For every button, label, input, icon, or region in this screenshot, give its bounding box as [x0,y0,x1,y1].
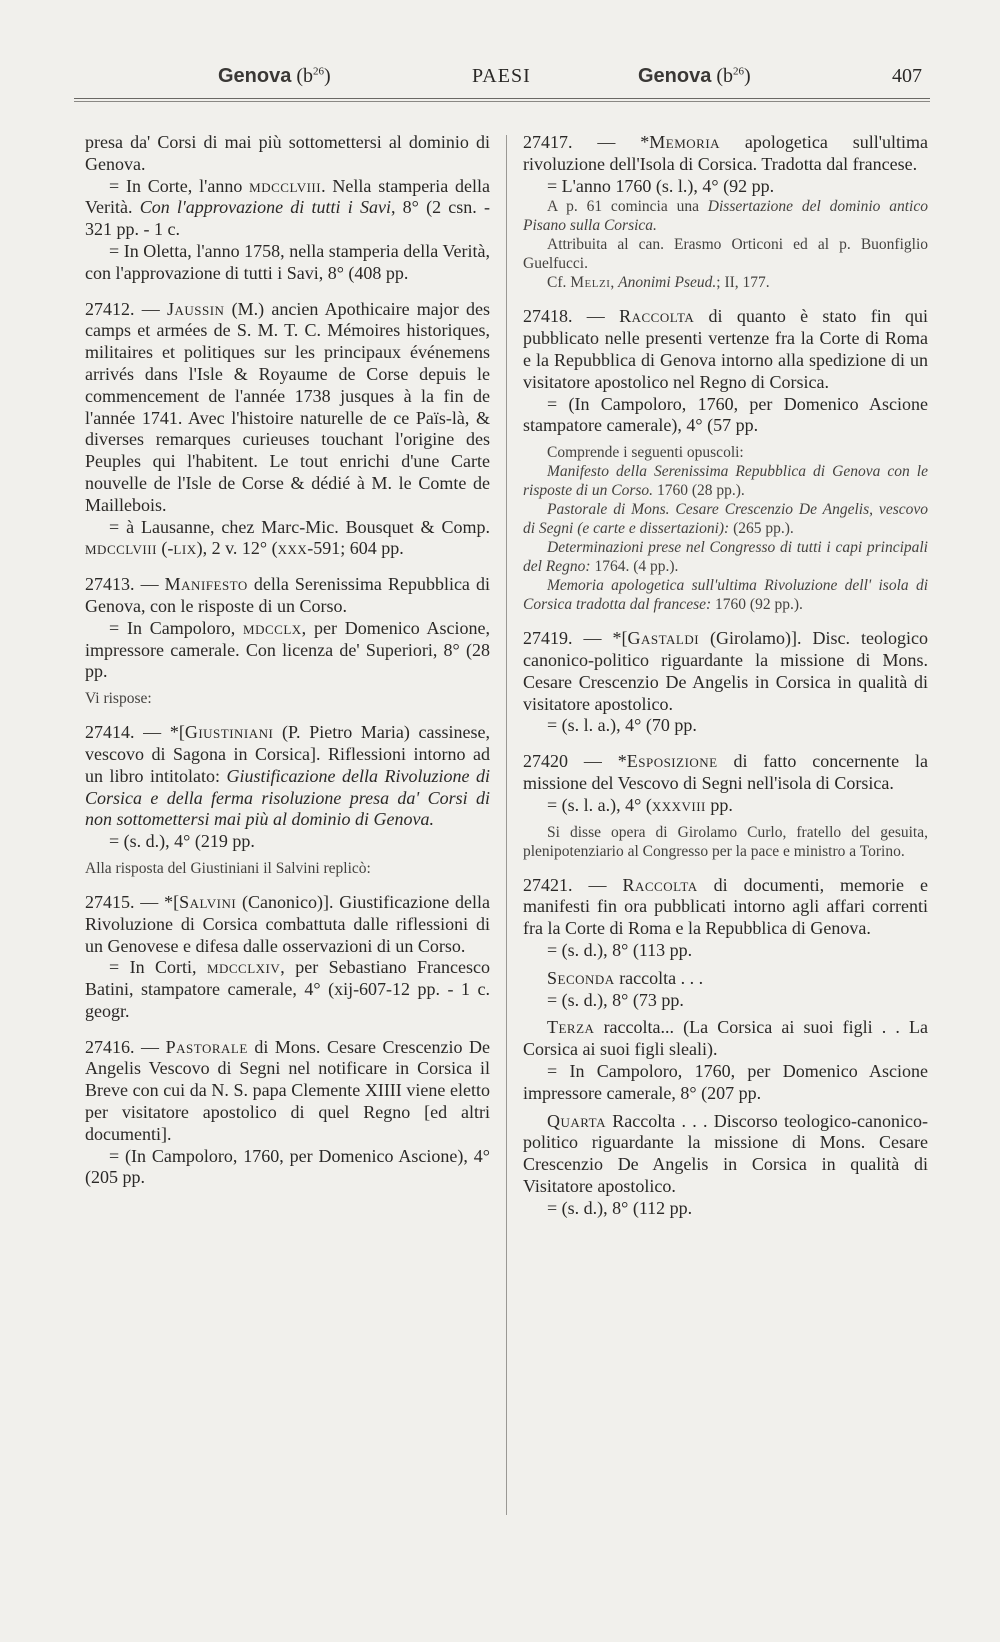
entry-27420: 27420 — *Esposizione di fatto concernente la missione del Vescovo di Segni nell'isola di Corsica. [523,751,929,793]
right-column [523,132,928,1220]
imprint-line: = L'anno 1760 (s. l.), 4° (92 pp. [547,175,775,196]
entry-27413: 27413. — Manifesto della Serenissima Repubblica di Genova, con le risposte di un Corso. [85,574,490,616]
imprint-line: = (s. l. a.), 4° (xxxviii pp. [547,794,733,815]
imprint-line: = (s. d.), 8° (112 pp. [547,1197,693,1218]
imprint-line: = In Campoloro, mdcclx, per Domenico Ascione, impressore camerale. Con licenza de' Superiori, 8° (28 pp. [85,617,490,682]
entry-note: Si disse opera di Girolamo Curlo, fratello del gesuita, plenipotenziario al Congresso per la pace e ministro a Torino. [523,823,928,860]
entry-note: A p. 61 comincia una Dissertazione del dominio antico Pisano sulla Corsica. [523,198,928,235]
entry-note: Manifesto della Serenissima Repubblica di Genova con le risposte di un Corso. 1760 (28 pp.). [523,463,928,500]
entry-note: Vi rispose: [85,690,152,708]
imprint-line: = (In Campoloro, 1760, per Domenico Ascione stampatore camerale), 4° (57 pp. [523,393,928,436]
imprint-line: = In Corti, mdcclxiv, per Sebastiano Francesco Batini, stampatore camerale, 4° (xij-607-12 pp. - 1 c. geogr. [85,957,490,1021]
header-rule [74,98,930,102]
entry-note: Comprende i seguenti opuscoli: [547,444,744,462]
entry-27417: 27417. — *Memoria apologetica sull'ultima rivoluzione dell'Isola di Corsica. Tradotta dal francese. [523,132,929,174]
imprint-line: = In Campoloro, 1760, per Domenico Ascione impressore camerale, 8° (207 pp. [523,1060,928,1103]
entry-note: Pastorale di Mons. Cesare Crescenzio De Angelis, vescovo di Segni (e carte e dissertazioni): (265 pp.). [523,501,928,538]
entry-27415: 27415. — *[Salvini (Canonico)]. Giustificazione della Rivoluzione di Corsica combattuta dalle riflessioni di un Genovese e difesa dalle osservazioni di un Corso. [85,891,490,956]
entry-27416: 27416. — Pastorale di Mons. Cesare Crescenzio De Angelis Vescovo di Segni nel notificare in Corsica il Breve con cui da N. S. papa Clemente XIIII viene eletto per visitatore apostolico di quel Regno [ed altri documenti]. [85,1036,491,1144]
left-column [85,132,490,1189]
header-section-title: PAESI [472,65,531,87]
imprint-line: = (s. d.), 4° (219 pp. [109,831,255,852]
entry-note: Alla risposta del Giustiniani il Salvini replicò: [85,859,371,877]
entry-27421: 27421. — Raccolta di documenti, memorie e manifesti fin ora pubblicati intorno agli affari correnti fra la Corte di Roma e la Repubblica di Genova. [523,874,929,939]
entry-note: Memoria apologetica sull'ultima Rivoluzione dell' isola di Corsica tradotta dal francese: 1760 (92 pp.). [523,577,928,614]
header-right-heading: Genova $(b^{26})$ [638,65,751,87]
entry-continuation: presa da' Corsi di mai più sottomettersi al dominio di Genova. [85,132,490,174]
imprint-line: = à Lausanne, chez Marc-Mic. Bousquet & Comp. mdcclviii (-lix), 2 v. 12° (xxx-591; 604 pp. [85,516,490,559]
entry-27419: 27419. — *[Gastaldi (Girolamo)]. Disc. teologico canonico-politico riguardante la missione di Mons. Cesare Crescenzio De Angelis in Corsica in qualità di visitatore apostolico. [523,628,928,714]
entry-27412: 27412. — Jaussin (M.) ancien Apothicaire major des camps et armées de S. M. T. C. Mémoires historiques, militaires et politiques sur les principaux événemens arrivés dans l'Isle & Royaume de Corse depuis le commencement de l'année 1738 jusques à la fin de l'année 1741. Avec l'histoire naturelle de ce Païs-là, & diverses remarques curieuses touchant l'origine des Peuples qui l'habitent. Le tout enrichi d'une Carte nouvelle de l'Isle de Corse & dédié à M. le Comte de Maillebois. [85,298,490,515]
imprint-line: = (s. l. a.), 4° (70 pp. [547,715,697,736]
imprint-line: = (In Campoloro, 1760, per Domenico Ascione), 4° (205 pp. [85,1145,490,1188]
sub-collection: Terza raccolta... (La Corsica ai suoi figli . . La Corsica ai suoi figli sleali). [523,1017,928,1060]
imprint-line: = (s. d.), 8° (113 pp. [547,939,693,960]
column-divider [506,135,507,1515]
header-left-heading: Genova $(b^{26})$ [218,65,331,87]
page-number: 407 [892,65,922,87]
imprint-line: = (s. d.), 8° (73 pp. [547,989,684,1010]
entry-27418: 27418. — Raccolta di quanto è stato fin qui pubblicato nelle presenti vertenze fra la Corte di Roma e la Repubblica di Genova intorno alla spedizione di un visitatore apostolico nel Regno di Corsica. [523,306,928,392]
imprint-line: = In Oletta, l'anno 1758, nella stamperia della Verità, con l'approvazione di tutti i Savi, 8° (408 pp. [85,240,490,283]
entry-27414: 27414. — *[Giustiniani (P. Pietro Maria) cassinese, vescovo di Sagona in Corsica]. Riflessioni intorno ad un libro intitolato: Giustificazione della Rivoluzione di Corsica e della ferma risoluzione presa da' Corsi di non sottomettersi mai più al dominio di Genova. [85,722,490,830]
entry-note: Attribuita al can. Erasmo Orticoni ed al p. Buonfiglio Guelfucci. [523,236,928,273]
page-header [90,60,930,100]
entry-note: Cf. Melzi, Anonimi Pseud.; II, 177. [547,274,770,292]
entry-note: Determinazioni prese nel Congresso di tutti i capi principali del Regno: 1764. (4 pp.). [523,539,928,576]
sub-collection: Quarta Raccolta . . . Discorso teologico-canonico-politico riguardante la missione di Mons. Cesare Crescenzio De Angelis in Corsica in qualità di Visitatore apostolico. [523,1110,928,1196]
imprint-line: = In Corte, l'anno mdcclviii. Nella stamperia della Verità. Con l'approvazione di tutti i Savi, 8° (2 csn. - 321 pp. - 1 c. [85,175,490,240]
sub-collection: Seconda raccolta . . . [547,967,704,988]
